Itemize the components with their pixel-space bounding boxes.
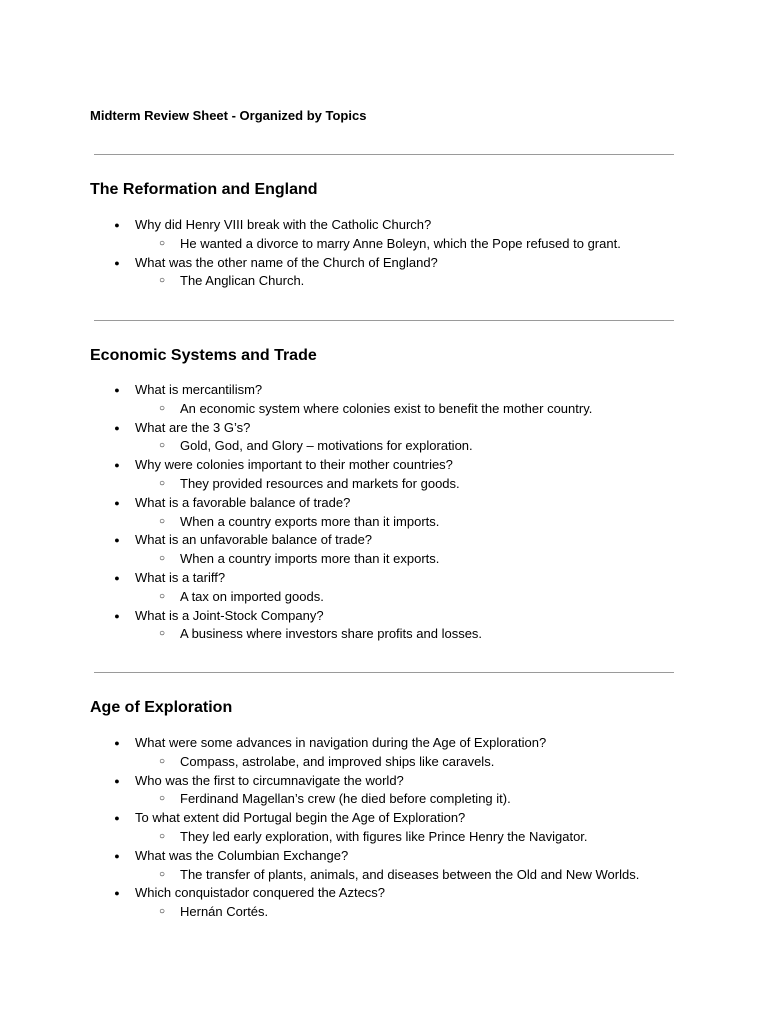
question-item [0, 569, 768, 588]
section-heading-economic: Economic Systems and Trade [90, 347, 317, 364]
hollow-bullet-icon: ○ [158, 628, 166, 640]
filled-bullet-icon: ● [114, 385, 120, 395]
question-item [0, 734, 768, 753]
answer-text: A business where investors share profits and losses. [180, 626, 483, 642]
hollow-bullet-icon: ○ [158, 237, 166, 249]
hollow-bullet-icon: ○ [158, 590, 166, 602]
filled-bullet-icon: ● [114, 460, 120, 471]
question-item [0, 772, 768, 791]
answer-item [0, 866, 768, 885]
section-heading-exploration: Age of Exploration [90, 699, 233, 716]
filled-bullet-icon: ● [114, 775, 120, 786]
document-title: Midterm Review Sheet - Organized by Topics [90, 108, 367, 123]
answer-item [0, 903, 768, 922]
question-text: What is a Joint-Stock Company? [135, 607, 324, 623]
qa-list-reformation [0, 216, 768, 291]
qa-list-exploration [0, 734, 768, 922]
hollow-bullet-icon: ○ [158, 440, 166, 452]
answer-text: When a country imports more than it exports. [180, 551, 440, 567]
question-text: What is a favorable balance of trade? [135, 494, 351, 510]
answer-item [0, 588, 768, 607]
question-text: Which conquistador conquered the Aztecs? [135, 885, 386, 901]
answer-text: The transfer of plants, animals, and diseases between the Old and New Worlds. [180, 866, 640, 882]
hollow-bullet-icon: ○ [158, 830, 166, 842]
question-text: What is a tariff? [135, 569, 226, 585]
hollow-bullet-icon: ○ [158, 402, 166, 414]
answer-text: Gold, God, and Glory – motivations for exploration. [180, 438, 473, 454]
answer-item [0, 753, 768, 772]
answer-item [0, 475, 768, 494]
answer-text: Compass, astrolabe, and improved ships like caravels. [180, 753, 495, 769]
answer-text: They led early exploration, with figures like Prince Henry the Navigator. [180, 828, 588, 844]
hollow-bullet-icon: ○ [158, 553, 166, 565]
question-item [0, 419, 768, 438]
answer-text: The Anglican Church. [180, 273, 305, 289]
answer-item [0, 828, 768, 847]
section-divider [94, 320, 674, 321]
hollow-bullet-icon: ○ [158, 906, 166, 918]
answer-text: Hernán Cortés. [180, 904, 269, 920]
filled-bullet-icon: ● [114, 422, 120, 433]
filled-bullet-icon: ● [114, 888, 120, 899]
answer-item [0, 550, 768, 569]
filled-bullet-icon: ● [114, 850, 120, 861]
answer-item [0, 513, 768, 532]
question-item [0, 216, 768, 235]
question-text: What was the other name of the Church of England? [135, 254, 438, 270]
question-text: Who was the first to circumnavigate the world? [135, 772, 404, 788]
answer-text: An economic system where colonies exist to benefit the mother country. [180, 400, 593, 416]
answer-text: When a country exports more than it imports. [180, 513, 440, 529]
filled-bullet-icon: ● [114, 610, 120, 621]
hollow-bullet-icon: ○ [158, 275, 166, 287]
answer-text: Ferdinand Magellan’s crew (he died before completing it). [180, 791, 511, 807]
question-text: What is mercantilism? [135, 382, 263, 397]
question-item [0, 884, 768, 903]
section-divider [94, 672, 674, 673]
answer-text: A tax on imported goods. [180, 588, 324, 604]
answer-item [0, 790, 768, 809]
question-item [0, 381, 768, 400]
question-item [0, 531, 768, 550]
hollow-bullet-icon: ○ [158, 477, 166, 489]
question-item [0, 254, 768, 273]
answer-item [0, 272, 768, 291]
filled-bullet-icon: ● [114, 257, 120, 268]
filled-bullet-icon: ● [114, 572, 120, 583]
answer-item [0, 625, 768, 644]
section-divider [94, 154, 674, 155]
answer-text: He wanted a divorce to marry Anne Boleyn, which the Pope refused to grant. [180, 235, 621, 251]
section-heading-reformation: The Reformation and England [90, 181, 318, 198]
question-text: Why did Henry VIII break with the Catholic Church? [135, 217, 432, 232]
filled-bullet-icon: ● [114, 220, 120, 230]
question-text: What were some advances in navigation during the Age of Exploration? [135, 735, 547, 750]
question-text: To what extent did Portugal begin the Age of Exploration? [135, 810, 466, 826]
filled-bullet-icon: ● [114, 738, 120, 748]
hollow-bullet-icon: ○ [158, 755, 166, 767]
hollow-bullet-icon: ○ [158, 793, 166, 805]
answer-text: They provided resources and markets for goods. [180, 475, 460, 491]
hollow-bullet-icon: ○ [158, 868, 166, 880]
question-item [0, 607, 768, 626]
question-text: What are the 3 G’s? [135, 419, 251, 435]
answer-item [0, 235, 768, 254]
question-text: What is an unfavorable balance of trade? [135, 532, 373, 548]
answer-item [0, 400, 768, 419]
question-item [0, 456, 768, 475]
question-item [0, 847, 768, 866]
question-text: Why were colonies important to their mother countries? [135, 457, 453, 473]
qa-list-economic [0, 381, 768, 644]
filled-bullet-icon: ● [114, 813, 120, 824]
filled-bullet-icon: ● [114, 535, 120, 546]
question-item [0, 494, 768, 513]
answer-item [0, 437, 768, 456]
question-item [0, 809, 768, 828]
filled-bullet-icon: ● [114, 497, 120, 508]
question-text: What was the Columbian Exchange? [135, 847, 349, 863]
hollow-bullet-icon: ○ [158, 515, 166, 527]
